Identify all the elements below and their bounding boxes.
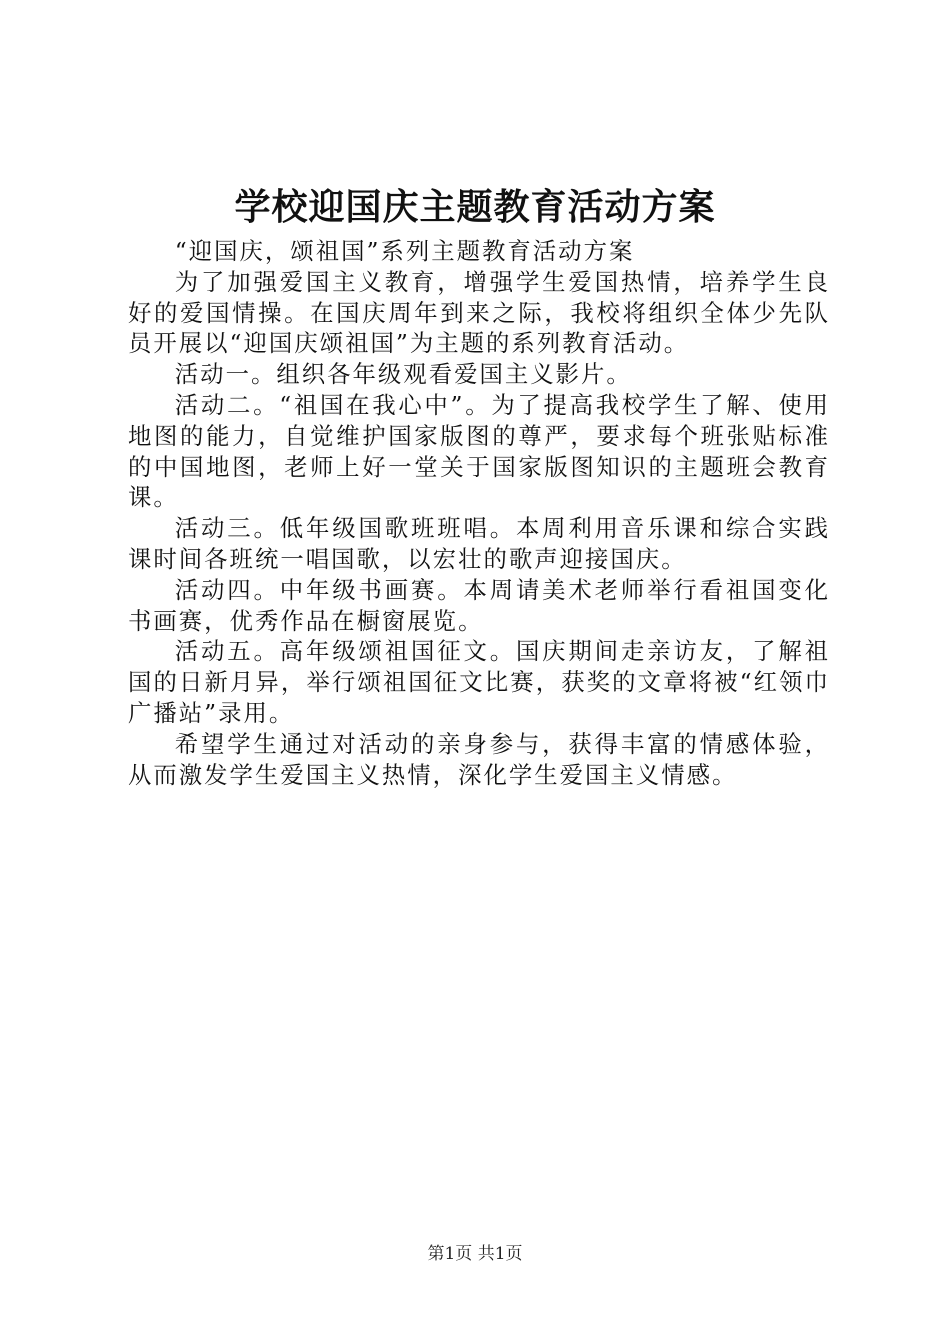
paragraph-activity-5: 活动五。高年级颂祖国征文。国庆期间走亲访友，了解祖国的日新月异，举行颂祖国征文比赛，获奖的文章将被“红领巾广播站”录用。	[128, 637, 830, 727]
paragraph-intro: 为了加强爱国主义教育，增强学生爱国热情，培养学生良好的爱国情操。在国庆周年到来之际，我校将组织全体少先队员开展以“迎国庆颂祖国”为主题的系列教育活动。	[128, 267, 830, 358]
document-title: 学校迎国庆主题教育活动方案	[234, 186, 716, 228]
paragraph-activity-2: 活动二。“祖国在我心中”。为了提高我校学生了解、使用地图的能力，自觉维护国家版图的尊严，要求每个班张贴标准的中国地图，老师上好一堂关于国家版图知识的主题班会教育课。	[128, 390, 830, 512]
paragraph-activity-1: 活动一。组织各年级观看爱国主义影片。	[174, 360, 632, 389]
paragraph-conclusion: 希望学生通过对活动的亲身参与，获得丰富的情感体验，从而激发学生爱国主义热情，深化学生爱国主义情感。	[128, 729, 830, 789]
page-footer: 第1页 共1页	[427, 1244, 523, 1264]
paragraph-activity-4: 活动四。中年级书画赛。本周请美术老师举行看祖国变化书画赛，优秀作品在橱窗展览。	[128, 575, 830, 635]
paragraph-activity-3: 活动三。低年级国歌班班唱。本周利用音乐课和综合实践课时间各班统一唱国歌，以宏壮的歌声迎接国庆。	[128, 514, 830, 573]
paragraph-subtitle: “迎国庆，颂祖国”系列主题教育活动方案	[174, 237, 635, 265]
document-body	[128, 236, 830, 790]
